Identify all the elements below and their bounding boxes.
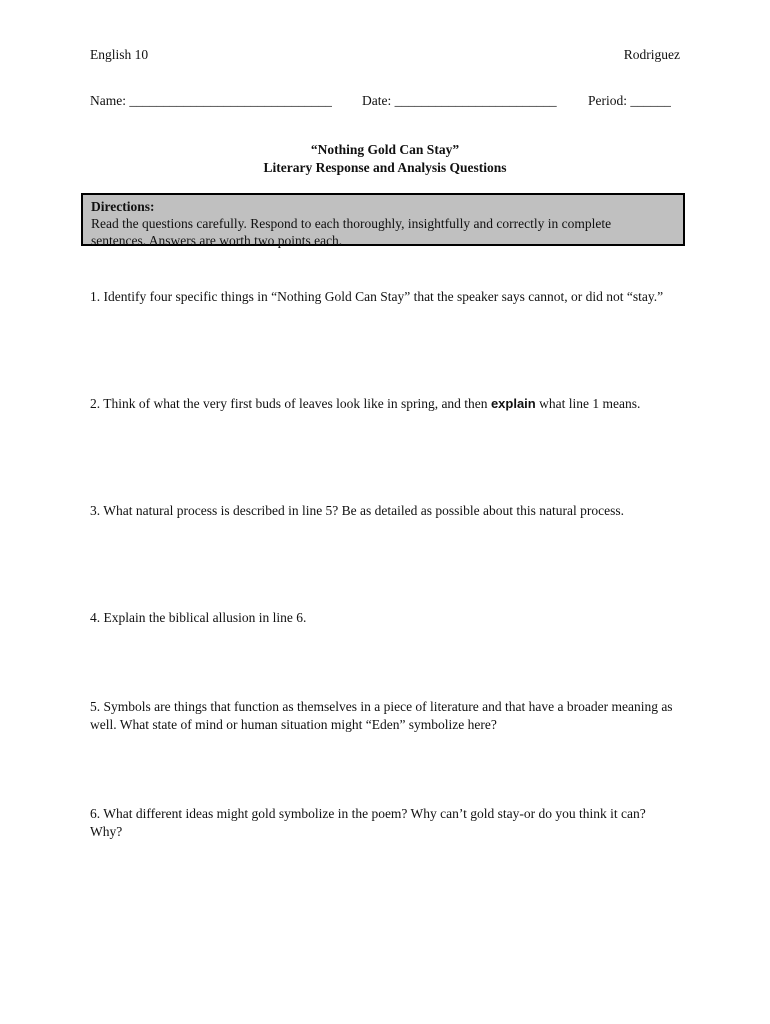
directions-line-2: sentences. Answers are worth two points each. (91, 233, 343, 248)
period-field: Period: ______ (588, 93, 671, 108)
question-4: 4. Explain the biblical allusion in line 6. (90, 610, 307, 625)
date-field: Date: ________________________ (362, 93, 557, 108)
course-name: English 10 (90, 47, 149, 62)
question-2-text-start: 2. Think of what the very first buds of leaves look like in spring, and then (90, 396, 491, 411)
question-6: 6. What different ideas might gold symbolize in the poem? Why can’t gold stay-or do you think it can? Why? (90, 806, 646, 839)
question-1: 1. Identify four specific things in “Nothing Gold Can Stay” that the speaker says cannot, or did not “stay.” (90, 289, 664, 304)
question-2 (90, 395, 680, 413)
poem-title: “Nothing Gold Can Stay” (310, 142, 460, 157)
worksheet-title (0, 141, 770, 177)
student-info-row (90, 93, 680, 111)
name-field: Name: ______________________________ (90, 93, 332, 108)
directions-line-1: Read the questions carefully. Respond to each thoroughly, insightfully and correctly in complete (91, 216, 612, 231)
question-3: 3. What natural process is described in line 5? Be as detailed as possible about this natural process. (90, 503, 624, 518)
question-2-text-end: what line 1 means. (535, 396, 641, 411)
question-2-emphasis: explain (490, 396, 536, 411)
question-5: 5. Symbols are things that function as themselves in a piece of literature and that have a broader meaning as well. What state of mind or human situation might “Eden” symbolize here? (90, 699, 673, 732)
teacher-name: Rodriguez (623, 47, 680, 62)
directions-box (81, 193, 685, 246)
worksheet-subtitle: Literary Response and Analysis Questions (263, 160, 507, 175)
directions-heading: Directions: (91, 199, 155, 214)
